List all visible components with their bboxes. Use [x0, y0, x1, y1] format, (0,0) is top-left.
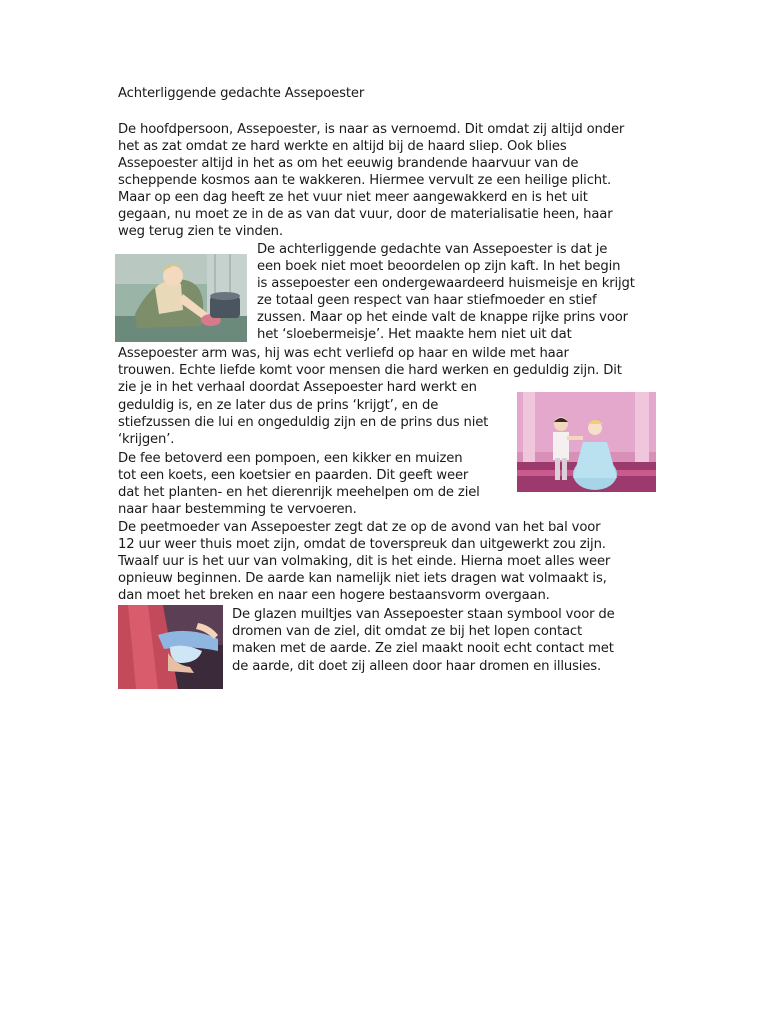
text-line: De fee betoverd een pompoen, een kikker en muizen	[118, 451, 463, 466]
text-line: dromen van de ziel, dit omdat ze bij het lopen contact	[232, 624, 583, 639]
text-line: trouwen. Echte liefde komt voor mensen die hard werken en geduldig zijn. Dit	[118, 363, 622, 378]
text-line: het ‘sloebermeisje’. Het maakte hem niet uit dat	[257, 327, 572, 342]
text-line: Assepoester altijd in het as om het eeuwig brandende haarvuur van de	[118, 156, 579, 171]
text-line: de aarde, dit doet zij alleen door haar dromen en illusies.	[232, 659, 602, 674]
text-line: Assepoester arm was, hij was echt verliefd op haar en wilde met haar	[118, 346, 569, 361]
text-line: een boek niet moet beoordelen op zijn kaft. In het begin	[257, 259, 621, 274]
text-line: 12 uur weer thuis moet zijn, omdat de toverspreuk dan uitgewerkt zou zijn.	[118, 537, 606, 552]
text-line: zussen. Maar op het einde valt de knappe rijke prins voor	[257, 310, 628, 325]
cinderella-dance-image	[517, 392, 656, 492]
document-title: Achterliggende gedachte Assepoester	[118, 86, 365, 101]
text-line: De hoofdpersoon, Assepoester, is naar as vernoemd. Dit omdat zij altijd onder	[118, 122, 625, 137]
text-line: dan moet het breken en naar een hogere bestaansvorm overgaan.	[118, 588, 550, 603]
text-line: scheppende kosmos aan te wakkeren. Hiermee vervult ze een heilige plicht.	[118, 173, 612, 188]
text-line: maken met de aarde. Ze ziel maakt nooit echt contact met	[232, 641, 614, 656]
text-line: ‘krijgen’.	[118, 432, 175, 447]
text-line: het as zat omdat ze hard werkte en altijd bij de haard sliep. Ook blies	[118, 139, 567, 154]
text-line: dat het planten- en het dierenrijk meehelpen om de ziel	[118, 485, 480, 500]
text-line: weg terug zien te vinden.	[118, 224, 283, 239]
text-line: zie je in het verhaal doordat Assepoester hard werkt en	[118, 380, 477, 395]
text-line: opnieuw beginnen. De aarde kan namelijk niet iets dragen wat volmaakt is,	[118, 571, 607, 586]
text-line: gegaan, nu moet ze in de as van dat vuur, door de materialisatie heen, haar	[118, 207, 613, 222]
text-line: tot een koets, een koetsier en paarden. Dit geeft weer	[118, 468, 469, 483]
text-line: De peetmoeder van Assepoester zegt dat ze op de avond van het bal voor	[118, 520, 601, 535]
text-line: stiefzussen die lui en ongeduldig zijn en de prins dus niet	[118, 415, 489, 430]
cinderella-scrubbing-image	[115, 254, 247, 342]
text-line: ze totaal geen respect van haar stiefmoeder en stief	[257, 293, 597, 308]
text-line: De achterliggende gedachte van Assepoester is dat je	[257, 242, 608, 257]
text-line: Maar op een dag heeft ze het vuur niet meer aangewakkerd en is het uit	[118, 190, 588, 205]
glass-slipper-image	[118, 605, 223, 689]
text-line: De glazen muiltjes van Assepoester staan symbool voor de	[232, 607, 615, 622]
text-line: geduldig is, en ze later dus de prins ‘krijgt’, en de	[118, 398, 439, 413]
text-line: Twaalf uur is het uur van volmaking, dit is het einde. Hierna moet alles weer	[118, 554, 611, 569]
text-line: naar haar bestemming te vervoeren.	[118, 502, 357, 517]
text-line: is assepoester een ondergewaardeerd huismeisje en krijgt	[257, 276, 635, 291]
